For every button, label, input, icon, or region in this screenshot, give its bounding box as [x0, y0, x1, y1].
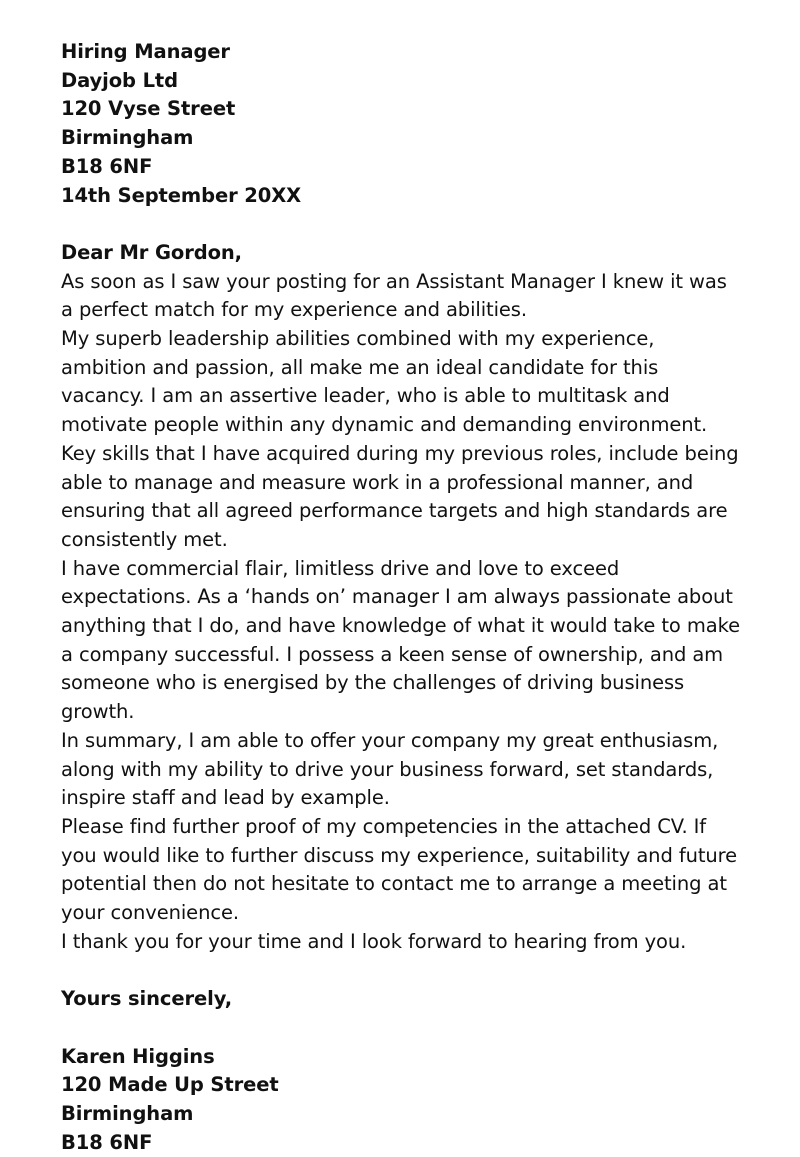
body-paragraph: My superb leadership abilities combined with my experience, ambition and passion, all make me an ideal candidate for this vacancy. I am an assertive leader, who is able to multitask and motivate people within any dynamic and demanding environment. Key skills that I have acquired during my previous roles, include being able to manage and measure work in a professional manner, and ensuring that all agreed performance targets and high standards are consistently met. [61, 327, 739, 551]
spacer [61, 1014, 741, 1043]
spacer [61, 210, 741, 239]
body-paragraph: I have commercial flair, limitless drive and love to exceed expectations. As a ‘hands on’ manager I am always passionate about anything that I do, and have knowledge of what it would take to make a company successful. I possess a keen sense of ownership, and am someone who is energised by the challenges of driving business growth. [61, 556, 740, 724]
sender-city: Birmingham [61, 1101, 194, 1125]
letter-date: 14th September 20XX [61, 183, 302, 207]
recipient-street: 120 Vyse Street [61, 97, 236, 121]
spacer [61, 956, 741, 985]
body-paragraph: I thank you for your time and I look forward to hearing from you. [61, 929, 687, 953]
cover-letter [61, 38, 741, 1157]
body-paragraph: In summary, I am able to offer your company my great enthusiasm, along with my ability to drive your business forward, set standards, inspire staff and lead by example. [61, 728, 719, 810]
recipient-name: Hiring Manager [61, 40, 230, 63]
closing: Yours sincerely, [61, 987, 233, 1011]
salutation: Dear Mr Gordon, [61, 240, 242, 264]
sender-name: Karen Higgins [61, 1044, 215, 1068]
sender-street: 120 Made Up Street [61, 1073, 279, 1097]
sender-address-block [61, 1043, 741, 1157]
recipient-postcode: B18 6NF [61, 154, 153, 178]
body-paragraph: As soon as I saw your posting for an Assistant Manager I knew it was a perfect match for my experience and abilities. [61, 269, 727, 322]
sender-postcode: B18 6NF [61, 1130, 153, 1154]
letter-body [61, 268, 741, 957]
recipient-address-block [61, 38, 741, 210]
recipient-city: Birmingham [61, 126, 194, 150]
body-paragraph: Please find further proof of my competencies in the attached CV. If you would like to further discuss my experience, suitability and future potential then do not hesitate to contact me to arrange a meeting at your convenience. [61, 814, 738, 925]
recipient-company: Dayjob Ltd [61, 68, 178, 92]
